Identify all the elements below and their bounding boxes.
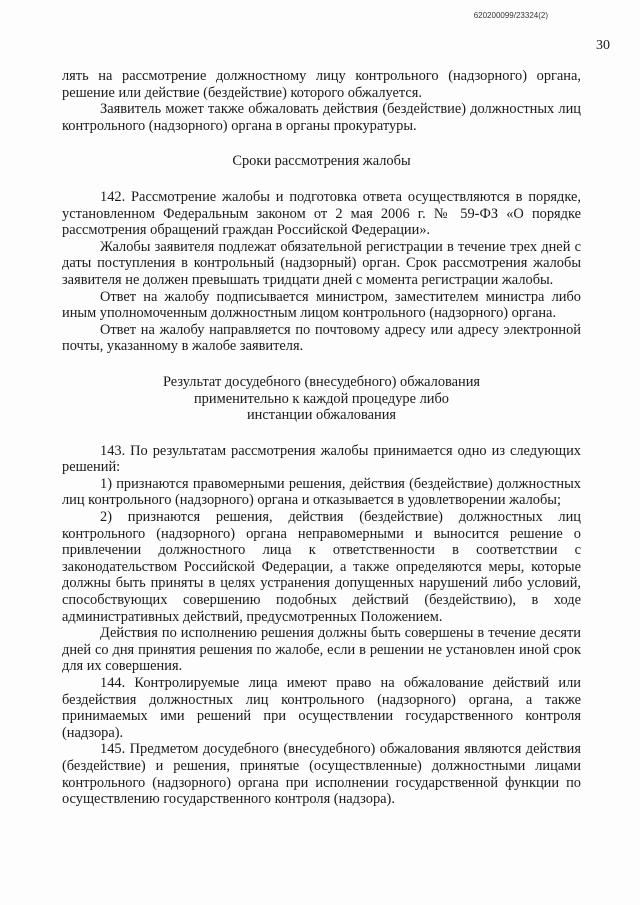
section-heading-result-line-1: Результат досудебного (внесудебного) обжалования (162, 373, 481, 390)
section-heading-result-line-3: инстанции обжалования (246, 407, 397, 424)
paragraph-sent: Ответ на жалобу направляется по почтовому адресу или адресу электронной почты, указанному в жалобе заявителя. (62, 321, 581, 355)
document-code: 620200099/23324(2) (473, 11, 548, 20)
page-number: 30 (596, 38, 610, 53)
section-heading-result (62, 374, 581, 424)
document-body (62, 68, 581, 808)
list-item-1: 1) признаются правомерными решения, действия (бездействие) должностных лиц контрольного (надзорного) органа и отказывается в удовлетворении жалобы; (62, 475, 581, 509)
paragraph-continuation: лять на рассмотрение должностному лицу контрольного (надзорного) органа, решение или действие (бездействие) которого обжалуется. (62, 68, 581, 101)
paragraph-prosecutor-appeal: Заявитель может также обжаловать действия (бездействие) должностных лиц контрольного (надзорного) органа в органы прокуратуры. (62, 101, 581, 134)
paragraph-registration: Жалобы заявителя подлежат обязательной регистрации в течение трех дней с даты поступления в контрольный (надзорный) орган. Срок рассмотрения жалобы заявителя не должен превышать тридцати дней с момента регистрации жалобы. (62, 238, 581, 288)
section-heading-terms: Сроки рассмотрения жалобы (232, 153, 411, 170)
paragraph-143: 143. По результатам рассмотрения жалобы принимается одно из следующих решений: (62, 442, 581, 476)
section-heading-result-line-2: применительно к каждой процедуре либо (193, 390, 449, 407)
paragraph-142: 142. Рассмотрение жалобы и подготовка ответа осуществляются в порядке, установленном Федеральным законом от 2 мая 2006 г. № 59-ФЗ «О порядке рассмотрения обращений граждан Российской Федерации». (62, 188, 581, 239)
paragraph-execution: Действия по исполнению решения должны быть совершены в течение десяти дней со дня принятия решения по жалобе, если в решении не установлен иной срок для их совершения. (62, 625, 581, 675)
paragraph-signed: Ответ на жалобу подписывается министром, заместителем министра либо иным уполномоченным должностным лицом контрольного (надзорного) органа. (62, 288, 581, 322)
paragraph-144: 144. Контролируемые лица имеют право на обжалование действий или бездействия должностных лиц контрольного (надзорного) органа, а также принимаемых ими решений при осуществлении государственного контроля (надзора). (62, 675, 581, 741)
list-item-2: 2) признаются решения, действия (бездействие) должностных лиц контрольного (надзорного) органа неправомерными и выносится решение о привлечении должностного лица к ответственности в соответствии с законодательством Российской Федерации, а также определяются меры, которые должны быть приняты в целях устранения допущенных нарушений либо условий, способствующих совершению подобных действий (бездействию), в ходе административных действий, предусмотренных Положением. (62, 509, 581, 625)
paragraph-145: 145. Предметом досудебного (внесудебного) обжалования являются действия (бездействие) и решения, принятые (осуществленные) должностными лицами контрольного (надзорного) органа при исполнении государственной функции по осуществлению государственного контроля (надзора). (62, 741, 581, 808)
